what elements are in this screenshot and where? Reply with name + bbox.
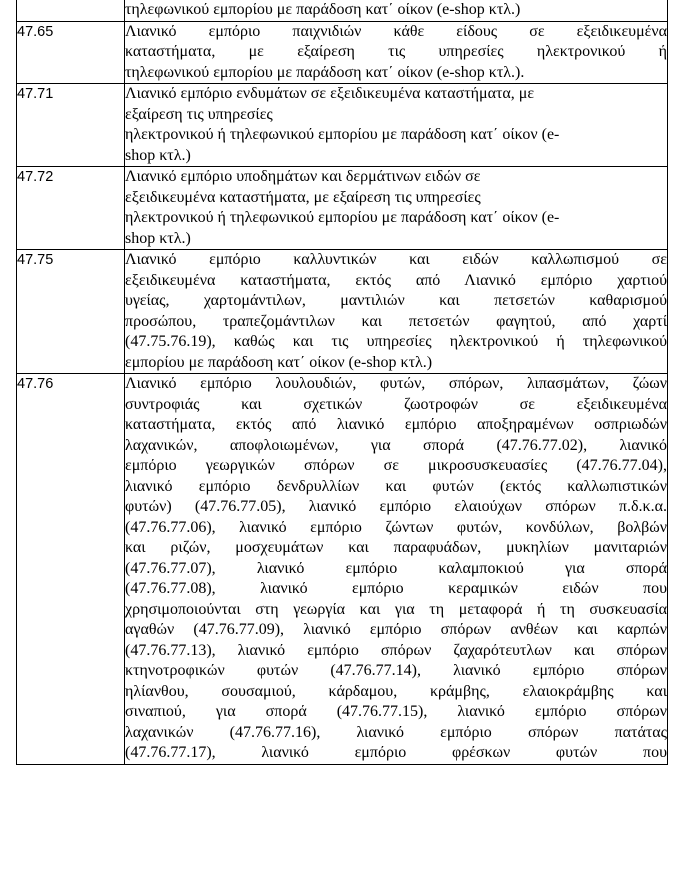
table-row (17, 167, 668, 250)
description-line: εξειδικευμένα καταστήματα, εκτός από Λιανικό εμπόριο χαρτιού (125, 271, 667, 289)
activity-code-cell (17, 0, 125, 21)
description-line: (47.76.77.17), λιανικό εμπόριο φρέσκων φυτών που (125, 744, 667, 761)
description-line: λαχανικών (47.76.77.16), λιανικό εμπόριο σπόρων πατάτας (125, 723, 667, 741)
description-line: Λιανικό εμπόριο ενδυμάτων σε εξειδικευμένα καταστήματα, με (125, 85, 535, 102)
description-line: Λιανικό εμπόριο παιχνιδιών κάθε είδους σε εξειδικευμένα (125, 22, 667, 40)
activity-description-cell (125, 84, 668, 167)
description-line: Λιανικό εμπόριο λουλουδιών, φυτών, σπόρων, λιπασμάτων, ζώων (125, 375, 667, 392)
description-line: λαχανικών, αποφλοιωμένων, για σπορά (47.76.77.02), λιανικό (125, 436, 667, 454)
description-line: ηλεκτρονικού ή τηλεφωνικού εμπορίου με παράδοση κατ΄ οίκον (e- (125, 209, 560, 226)
description-line: υγείας, χαρτομάντιλων, μαντιλιών και πετσετών καθαρισμού (125, 292, 667, 309)
description-line: λιανικό εμπόριο δενδρυλλίων και φυτών (εκτός καλλωπιστικών (125, 477, 667, 495)
activity-description-cell (125, 374, 668, 765)
description-line: Λιανικό εμπόριο καλλυντικών και ειδών καλλωπισμού σε (125, 251, 667, 268)
description-line: ηλίανθου, σουσαμιού, κάρδαμου, κράμβης, ελαιοκράμβης και (125, 682, 667, 700)
activity-code-cell: 47.75 (17, 250, 125, 374)
description-line: συντροφιάς και σχετικών ζωοτροφών σε εξειδικευμένα (125, 395, 667, 413)
activity-code-cell: 47.71 (17, 84, 125, 167)
table-body (17, 0, 668, 764)
description-line: αγαθών (47.76.77.09), λιανικό εμπόριο σπόρων ανθέων και καρπών (125, 621, 667, 638)
description-line: Λιανικό εμπόριο υποδημάτων και δερμάτινων ειδών σε (125, 168, 481, 185)
description-line: προσώπου, τραπεζομάντιλων και πετσετών φαγητού, από χαρτί (125, 312, 667, 330)
table-row (17, 21, 668, 84)
description-line: shop κτλ.) (125, 229, 191, 247)
table-row (17, 374, 668, 765)
activity-description-cell (125, 167, 668, 250)
description-line: τηλεφωνικού εμπορίου με παράδοση κατ΄ οίκον (e-shop κτλ.) (125, 1, 521, 18)
activity-description-cell (125, 0, 668, 21)
table-row (17, 84, 668, 167)
activity-description-cell (125, 250, 668, 374)
activity-code-cell: 47.72 (17, 167, 125, 250)
description-line: (47.76.77.06), λιανικό εμπόριο ζώντων φυτών, κονδύλων, βολβών (125, 518, 667, 536)
description-line: εξαίρεση τις υπηρεσίες (125, 105, 273, 123)
activity-code-cell: 47.76 (17, 374, 125, 765)
description-line: σιναπιού, για σπορά (47.76.77.15), λιανικό εμπόριο σπόρων (125, 703, 667, 720)
description-line: εμπόριο γεωργικών σπόρων σε μικροσυσκευασίες (47.76.77.04), (125, 457, 667, 474)
description-line: ηλεκτρονικού ή τηλεφωνικού εμπορίου με παράδοση κατ΄ οίκον (e- (125, 126, 560, 143)
description-line: καταστήματα, εκτός από λιανικό εμπόριο αποξηραμένων οσπριωδών (125, 416, 667, 433)
description-line: (47.76.77.07), λιανικό εμπόριο καλαμποκιού για σπορά (125, 559, 667, 577)
description-line: φυτών) (47.76.77.05), λιανικό εμπόριο ελαιούχων σπόρων π.δ.κ.α. (125, 498, 667, 515)
description-line: (47.76.77.13), λιανικό εμπόριο σπόρων ζαχαρότευτλων και σπόρων (125, 641, 667, 659)
description-line: καταστήματα, με εξαίρεση τις υπηρεσίες ηλεκτρονικού ή (125, 43, 667, 60)
activity-code-table (16, 0, 668, 765)
description-line: shop κτλ.) (125, 146, 191, 164)
description-line: χρησιμοποιούνται στη γεωργία και για τη μεταφορά ή τη συσκευασία (125, 600, 667, 618)
table-row (17, 250, 668, 374)
description-line: εξειδικευμένα καταστήματα, με εξαίρεση τις υπηρεσίες (125, 188, 481, 206)
description-line: (47.75.76.19), καθώς και τις υπηρεσίες ηλεκτρονικού ή τηλεφωνικού (125, 333, 667, 350)
description-line: και ριζών, μοσχευμάτων και παραφυάδων, μυκηλίων μανιταριών (125, 539, 667, 556)
description-line: (47.76.77.08), λιανικό εμπόριο κεραμικών ειδών που (125, 580, 667, 597)
description-line: τηλεφωνικού εμπορίου με παράδοση κατ΄ οίκον (e-shop κτλ.). (125, 63, 525, 81)
description-line: εμπορίου με παράδοση κατ΄ οίκον (e-shop κτλ.) (125, 353, 433, 371)
table-row (17, 0, 668, 21)
description-line: κτηνοτροφικών φυτών (47.76.77.14), λιανικό εμπόριο σπόρων (125, 662, 667, 679)
activity-description-cell (125, 21, 668, 84)
activity-code-cell: 47.65 (17, 21, 125, 84)
